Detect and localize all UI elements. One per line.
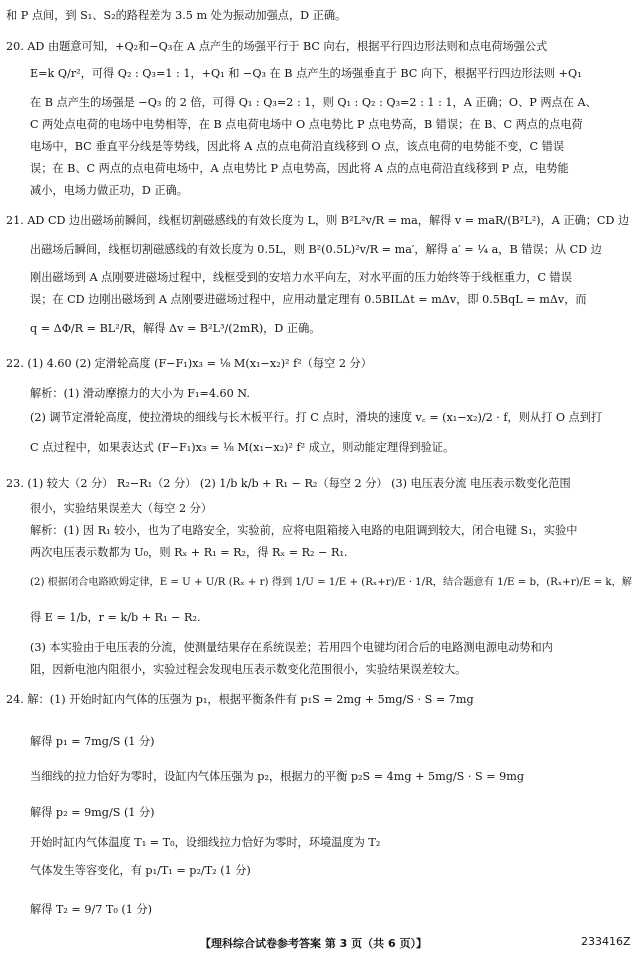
text-line: 两次电压表示数都为 U₀，则 Rₓ + R₁ = R₂，得 Rₓ = R₂ − R₁. [30, 546, 348, 559]
text-line: (3) 本实验由于电压表的分流，使测量结果存在系统误差；若用四个电键均闭合后的电路测电源电动势和内 [30, 641, 553, 654]
text-line: 解得 T₂ = 9/7 T₀ (1 分) [30, 903, 153, 916]
text-line: 当细线的拉力恰好为零时，设缸内气体压强为 p₂，根据力的平衡 p₂S = 4mg + 5mg/S · S = 9mg [30, 770, 525, 783]
text-line: 解得 p₁ = 7mg/S (1 分) [30, 735, 155, 748]
footer-code: 233416Z [581, 935, 631, 948]
text-line: 在 B 点产生的场强是 −Q₃ 的 2 倍，可得 Q₁ : Q₃=2 : 1，则 Q₁ : Q₂ : Q₃=2 : 1 : 1，A 正确；O、P 两点在 A、 [30, 96, 597, 109]
text-line: 解析：(1) 因 R₁ 较小，也为了电路安全，实验前，应将电阻箱接入电路的电阻调到较大，闭合电键 S₁，实验中 [30, 524, 578, 537]
text-line: 21. AD CD 边出磁场前瞬间，线框切割磁感线的有效长度为 L，则 B²L²v/R = ma，解得 v = maR/(B²L²)，A 正确；CD 边 [6, 214, 630, 227]
text-line: 开始时缸内气体温度 T₁ = T₀，设细线拉力恰好为零时，环境温度为 T₂ [30, 836, 381, 849]
text-line: 得 E = 1/b，r = k/b + R₁ − R₂. [30, 611, 201, 624]
text-line: 20. AD 由题意可知，+Q₂和−Q₃在 A 点产生的场强平行于 BC 向右，根据平行四边形法则和点电荷场强公式 [6, 40, 548, 53]
text-line: 误；在 B、C 两点的点电荷电场中，A 点电势比 P 点电势高，因此将 A 点的点电荷沿直线移到 P 点，电势能 [30, 162, 569, 175]
text-line: q = ΔΦ/R = BL²/R，解得 Δv = B²L³/(2mR)，D 正确。 [30, 322, 321, 335]
text-line: 误；在 CD 边刚出磁场到 A 点刚要进磁场过程中，应用动量定理有 0.5BILΔt = mΔv，即 0.5BqL = mΔv，而 [30, 293, 587, 306]
text-line: 减小，电场力做正功，D 正确。 [30, 184, 188, 197]
text-line: 刚出磁场到 A 点刚要进磁场过程中，线框受到的安培力水平向左，对水平面的压力始终等于线框重力，C 错误 [30, 271, 572, 284]
text-line: 解得 p₂ = 9mg/S (1 分) [30, 806, 155, 819]
text-line: 解析：(1) 滑动摩擦力的大小为 F₁=4.60 N. [30, 387, 250, 400]
text-line: 阻，因新电池内阻很小，实验过程会发现电压表示数变化范围很小，实验结果误差较大。 [30, 663, 467, 676]
page-footer [0, 935, 644, 951]
text-line: 24. 解：(1) 开始时缸内气体的压强为 p₁，根据平衡条件有 p₁S = 2mg + 5mg/S · S = 7mg [6, 693, 474, 706]
text-line: E=k Q/r²，可得 Q₂ : Q₃=1 : 1，+Q₁ 和 −Q₃ 在 B 点产生的场强垂直于 BC 向下，根据平行四边形法则 +Q₁ [30, 67, 582, 80]
text-line: (2) 调节定滑轮高度，使拉滑块的细线与长木板平行。打 C 点时，滑块的速度 v꜀ = (x₁−x₂)/2 · f，则从打 O 点到打 [30, 411, 603, 424]
text-line: C 点过程中，如果表达式 (F−F₁)x₃ = ⅛ M(x₁−x₂)² f² 成立，则动能定理得到验证。 [30, 441, 455, 454]
text-line: 出磁场后瞬间，线框切割磁感线的有效长度为 0.5L，则 B²(0.5L)²v/R = ma′，解得 a′ = ¼ a，B 错误；从 CD 边 [30, 243, 602, 256]
text-line: 很小，实验结果误差大（每空 2 分） [30, 502, 213, 515]
text-line: C 两处点电荷的电场中电势相等，在 B 点电荷电场中 O 点电势比 P 点电势高，B 错误；在 B、C 两点的点电荷 [30, 118, 583, 131]
footer-title: 【理科综合试卷参考答案 第 3 页（共 6 页）】 [200, 937, 427, 950]
text-line: 23. (1) 较大（2 分） R₂−R₁（2 分） (2) 1/b k/b + R₁ − R₂（每空 2 分） (3) 电压表分流 电压表示数变化范围 [6, 477, 571, 490]
text-line: 22. (1) 4.60 (2) 定滑轮高度 (F−F₁)x₃ = ⅛ M(x₁−x₂)² f²（每空 2 分） [6, 357, 372, 370]
text-line: 电场中，BC 垂直平分线是等势线，因此将 A 点的点电荷沿直线移到 O 点，该点电荷的电势能不变，C 错误 [30, 140, 565, 153]
text-line: 气体发生等容变化，有 p₁/T₁ = p₂/T₂ (1 分) [30, 864, 251, 877]
text-line: 和 P 点间，到 S₁、S₂的路程差为 3.5 m 处为振动加强点，D 正确。 [6, 9, 347, 22]
text-line: (2) 根据闭合电路欧姆定律，E = U + U/R (Rₓ + r) 得到 1/U = 1/E + (Rₓ+r)/E · 1/R，结合题意有 1/E = b，(Rₓ+r)/E = k，解 [30, 577, 632, 588]
